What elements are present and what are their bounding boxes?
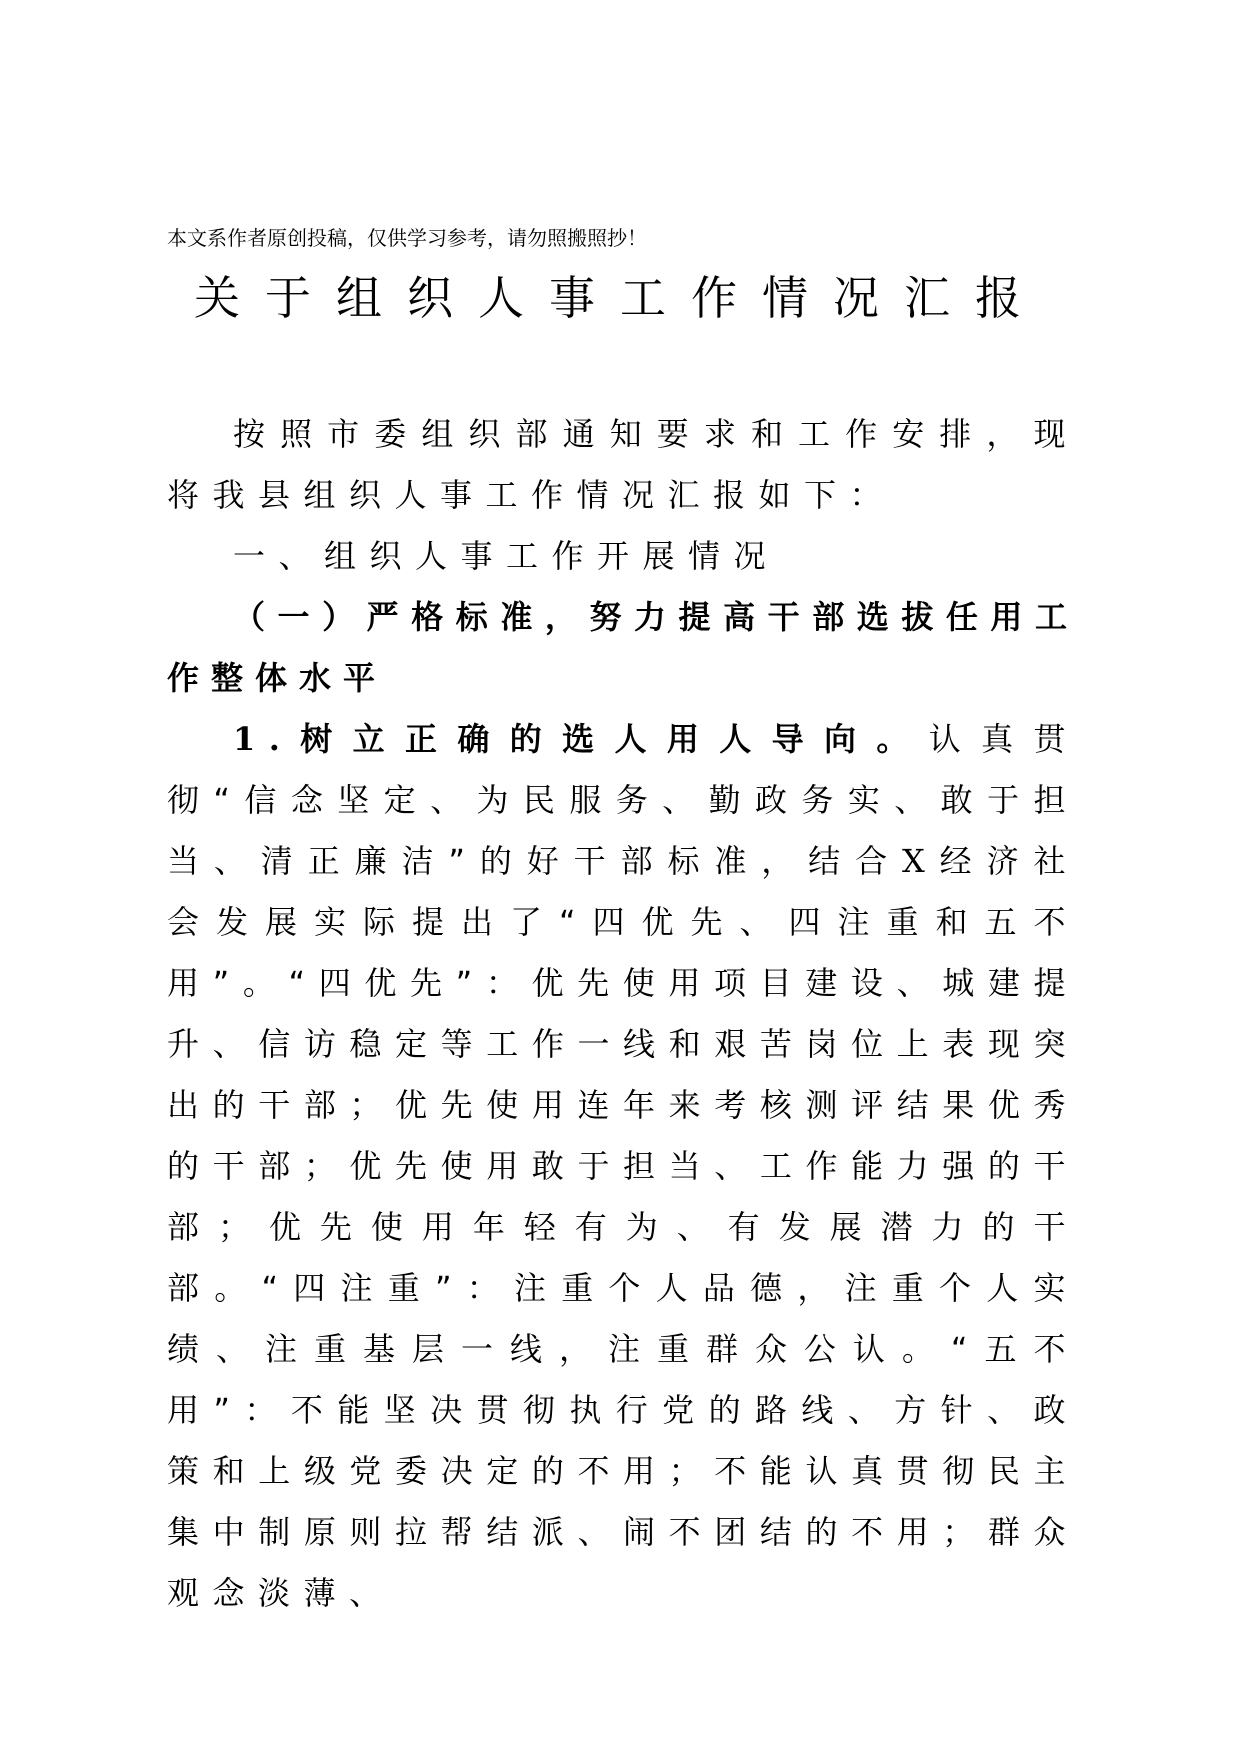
document-body (167, 404, 1079, 1624)
intro-paragraph: 按照市委组织部通知要求和工作安排，现将我县组织人事工作情况汇报如下： (167, 415, 1079, 514)
document-title: 关于组织人事工作情况汇报 (194, 271, 1046, 325)
copyright-notice: 本文系作者原创投稿，仅供学习参考，请勿照搬照抄！ (167, 226, 647, 250)
subsection-heading-1: （一）严格标准，努力提高干部选拔任用工作整体水平 (167, 598, 1079, 697)
item-paragraph-1 (167, 709, 1079, 1624)
item-number: 1. (233, 720, 294, 758)
item-text-part-a: 认真贯彻“信念坚定、为民服务、勤政务实、敢于担当、清正廉洁”的好干部标准，结合 (167, 720, 1079, 880)
item-text-x: X (902, 842, 939, 880)
section-heading-1: 一、组织人事工作开展情况 (233, 537, 780, 575)
item-lead-heading: 树立正确的选人用人导向。 (293, 720, 929, 758)
item-text-part-b: 经济社会发展实际提出了“四优先、四注重和五不用”。“四优先”：优先使用项目建设、城建提升、信访稳定等工作一线和艰苦岗位上表现突出的干部；优先使用连年来考核测评结果优秀的干部；优先使用敢于担当、工作能力强的干部；优先使用年轻有为、有发展潜力的干部。“四注重”：注重个人品德，注重个人实绩、注重基层一线，注重群众公认。“五不用”：不能坚决贯彻执行党的路线、方针、政策和上级党委决定的不用；不能认真贯彻民主集中制原则拉帮结派、闹不团结的不用；群众观念淡薄、 (167, 842, 1079, 1612)
